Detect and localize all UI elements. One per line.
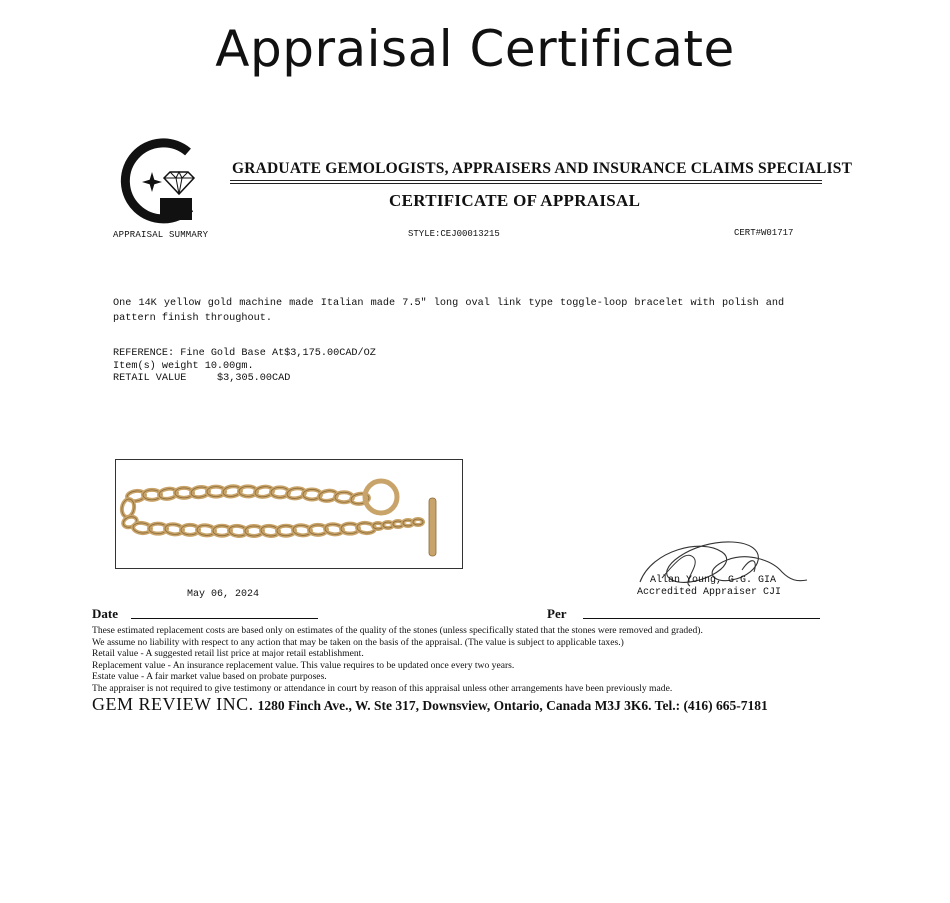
disclaimer-line: Estate value - A fair market value based on probate purposes. — [92, 671, 327, 683]
certificate-number: CERT#W01717 — [734, 228, 794, 238]
per-field-line — [583, 618, 820, 619]
disclaimer-line: Retail value - A suggested retail list price at major retail establishment. — [92, 648, 364, 660]
per-field-label: Per — [547, 606, 567, 621]
appraisal-summary-label: APPRAISAL SUMMARY — [113, 230, 209, 240]
disclaimer-line: Replacement value - An insurance replacement value. This value requires to be updated once every two years. — [92, 659, 515, 671]
certificate-heading: CERTIFICATE OF APPRAISAL — [389, 191, 641, 210]
company-address: 1280 Finch Ave., W. Ste 317, Downsview, Ontario, Canada M3J 3K6. Tel.: (416) 665-7181 — [257, 698, 768, 713]
date-field-line — [131, 618, 318, 619]
organization-line: GRADUATE GEMOLOGISTS, APPRAISERS AND INSURANCE CLAIMS SPECIALIST — [232, 160, 853, 177]
retail-value-label: RETAIL VALUE — [113, 373, 187, 384]
bracelet-photo-frame — [115, 459, 463, 569]
appraiser-name: Allan Young, G.G. GIA — [650, 575, 777, 586]
description-line-1: One 14K yellow gold machine made Italian made 7.5" long oval link type toggle-loop bracelet with polish and — [113, 298, 785, 309]
disclaimer-block — [92, 625, 852, 695]
style-number: STYLE:CEJ00013215 — [408, 229, 500, 239]
date-field-label: Date — [92, 606, 118, 621]
retail-value-amount: $3,305.00CAD — [217, 373, 291, 384]
appraisal-date: May 06, 2024 — [187, 589, 260, 600]
page-title: Appraisal Certificate — [215, 20, 735, 78]
appraiser-title: Accredited Appraiser CJI — [637, 587, 782, 598]
gem-diamond-logo-icon — [118, 138, 204, 226]
company-name: GEM REVIEW INC. — [92, 694, 254, 714]
disclaimer-line: We assume no liability with respect to any action that may be taken on the basis of the appraisal. (The value is subject to applicable taxes.) — [92, 636, 624, 648]
toggle-bar — [429, 498, 436, 556]
description-line-2: pattern finish throughout. — [113, 313, 272, 324]
disclaimer-line: The appraiser is not required to give testimony or attendance in court by reason of this appraisal unless other arrangements have been previously made. — [92, 682, 673, 694]
footer — [92, 694, 768, 715]
gold-toggle-bracelet-image — [116, 460, 464, 570]
reference-line: REFERENCE: Fine Gold Base At$3,175.00CAD/OZ — [113, 348, 376, 359]
disclaimer-line: These estimated replacement costs are based only on estimates of the quality of the stones (unless specifically stated that the stones were removed and graded). — [92, 625, 703, 636]
weight-line: Item(s) weight 10.00gm. — [113, 361, 254, 372]
header-divider — [230, 180, 822, 184]
